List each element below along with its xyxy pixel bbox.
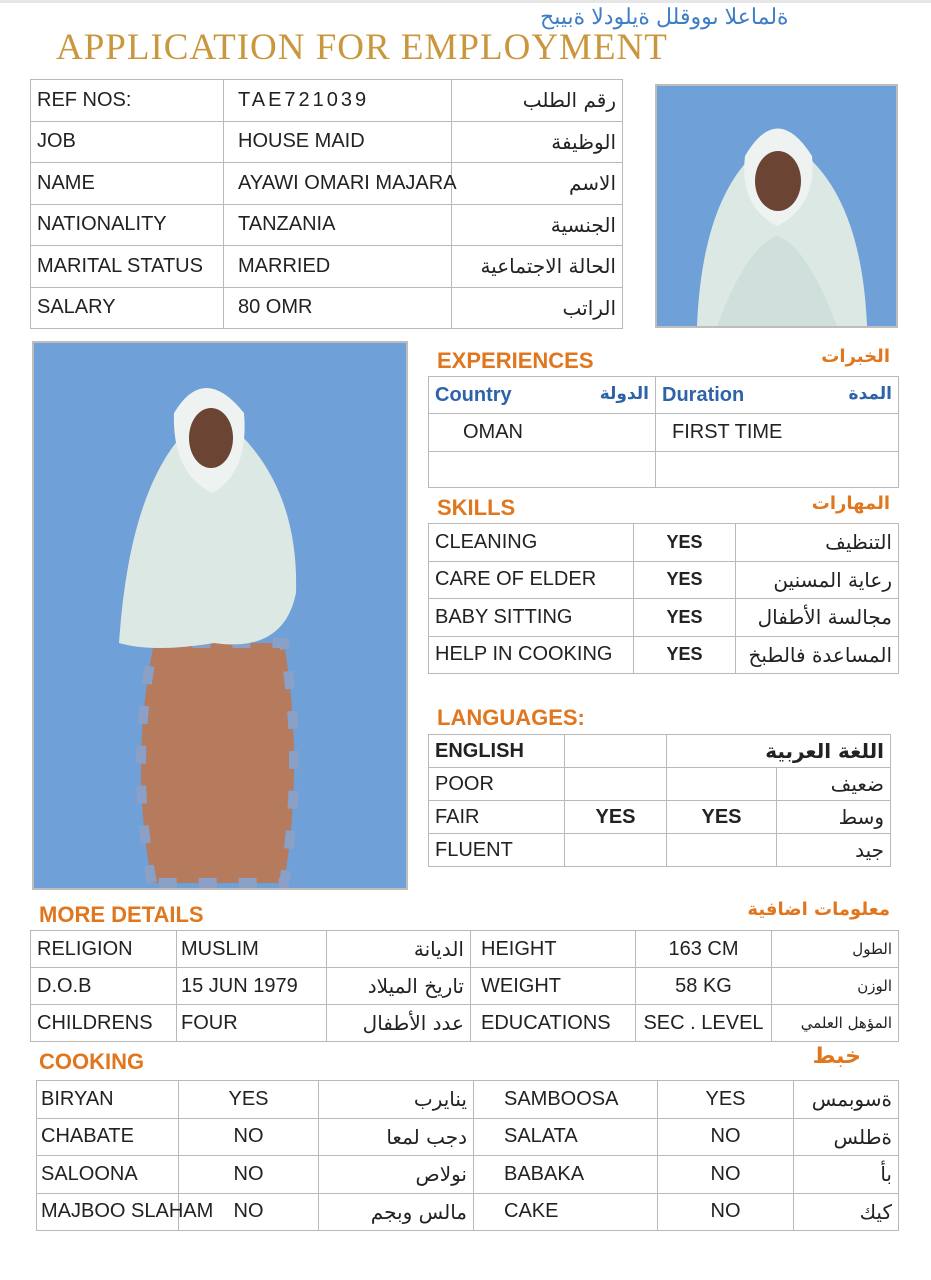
field-arabic-label: الراتب bbox=[452, 287, 623, 329]
more-details-title: MORE DETAILS bbox=[39, 902, 204, 927]
detail-arabic-label: تاريخ الميلاد bbox=[327, 968, 471, 1005]
table-row bbox=[31, 80, 623, 122]
field-label: SALARY bbox=[31, 287, 224, 329]
english-header: ENGLISH bbox=[429, 735, 565, 768]
agency-arabic-name: ةلماعلا ىووقلل ةيلودلا ةبيبح bbox=[540, 4, 789, 29]
field-value: TANZANIA bbox=[224, 204, 452, 246]
field-value: 80 OMR bbox=[224, 287, 452, 329]
dish-value: NO bbox=[658, 1156, 794, 1194]
skill-value: YES bbox=[634, 636, 736, 674]
dish-label: BIRYAN bbox=[37, 1081, 179, 1119]
field-label: NATIONALITY bbox=[31, 204, 224, 246]
detail-arabic-label: الديانة bbox=[327, 931, 471, 968]
detail-value: 58 KG bbox=[636, 968, 772, 1005]
language-level-label: FLUENT bbox=[429, 834, 565, 867]
skills-table bbox=[428, 523, 899, 674]
skill-label: CLEANING bbox=[429, 524, 634, 562]
table-row bbox=[31, 931, 899, 968]
table-row bbox=[31, 287, 623, 329]
language-level-arabic-label: ضعيف bbox=[777, 768, 891, 801]
table-row bbox=[37, 1118, 899, 1156]
table-row bbox=[37, 1081, 899, 1119]
detail-label: HEIGHT bbox=[471, 931, 636, 968]
table-row bbox=[429, 561, 899, 599]
skill-arabic-label: التنظيف bbox=[736, 524, 899, 562]
dish-label: CHABATE bbox=[37, 1118, 179, 1156]
skill-value: YES bbox=[634, 524, 736, 562]
country-header-cell bbox=[429, 377, 656, 414]
arabic-level-value: YES bbox=[667, 801, 777, 834]
english-level-value bbox=[565, 834, 667, 867]
experience-country: OMAN bbox=[429, 414, 656, 452]
duration-header-cell bbox=[656, 377, 899, 414]
duration-header: Duration bbox=[662, 383, 745, 406]
table-row bbox=[31, 204, 623, 246]
dish-arabic-label: ةسوبمس bbox=[794, 1081, 899, 1119]
skill-value: YES bbox=[634, 561, 736, 599]
detail-label: RELIGION bbox=[31, 931, 177, 968]
skill-value: YES bbox=[634, 599, 736, 637]
skill-arabic-label: رعاية المسنين bbox=[736, 561, 899, 599]
table-row bbox=[429, 636, 899, 674]
skill-arabic-label: مجالسة الأطفال bbox=[736, 599, 899, 637]
field-arabic-label: الاسم bbox=[452, 163, 623, 205]
languages-title: LANGUAGES: bbox=[437, 705, 585, 730]
skills-title: SKILLS bbox=[437, 495, 516, 520]
dish-arabic-label: كيك bbox=[794, 1193, 899, 1231]
dish-value: NO bbox=[179, 1118, 319, 1156]
field-label: NAME bbox=[31, 163, 224, 205]
more-details-arabic-title: معلومات اضافية bbox=[747, 899, 890, 920]
detail-arabic-label: عدد الأطفال bbox=[327, 1005, 471, 1042]
languages-table bbox=[428, 734, 891, 867]
detail-value: MUSLIM bbox=[177, 931, 327, 968]
table-row bbox=[429, 801, 891, 834]
table-row bbox=[31, 1005, 899, 1042]
field-arabic-label: الحالة الاجتماعية bbox=[452, 246, 623, 288]
headshot-photo bbox=[655, 84, 898, 328]
field-value: HOUSE MAID bbox=[224, 121, 452, 163]
dish-arabic-label: ينايرب bbox=[319, 1081, 474, 1119]
detail-value: FOUR bbox=[177, 1005, 327, 1042]
field-value: TAE721039 bbox=[224, 80, 452, 122]
detail-label: CHILDRENS bbox=[31, 1005, 177, 1042]
language-level-arabic-label: وسط bbox=[777, 801, 891, 834]
table-row bbox=[37, 1193, 899, 1231]
experience-duration bbox=[656, 452, 899, 488]
dish-value: NO bbox=[179, 1156, 319, 1194]
field-arabic-label: الجنسية bbox=[452, 204, 623, 246]
skills-arabic-title: المهارات bbox=[811, 493, 890, 514]
lang-header-blank bbox=[565, 735, 667, 768]
table-row bbox=[429, 768, 891, 801]
language-level-label: FAIR bbox=[429, 801, 565, 834]
dish-value: YES bbox=[179, 1081, 319, 1119]
dish-value: NO bbox=[658, 1193, 794, 1231]
top-edge bbox=[0, 0, 931, 3]
table-row bbox=[429, 599, 899, 637]
experience-duration: FIRST TIME bbox=[656, 414, 899, 452]
full-body-figure bbox=[34, 343, 406, 888]
dish-label: SAMBOOSA bbox=[474, 1081, 658, 1119]
table-row bbox=[429, 524, 899, 562]
skill-label: CARE OF ELDER bbox=[429, 561, 634, 599]
detail-label: D.O.B bbox=[31, 968, 177, 1005]
arabic-level-value bbox=[667, 834, 777, 867]
english-level-value: YES bbox=[565, 801, 667, 834]
more-details-table bbox=[30, 930, 899, 1042]
personal-info-table bbox=[30, 79, 623, 329]
table-row bbox=[31, 968, 899, 1005]
table-row bbox=[31, 163, 623, 205]
experiences-table bbox=[428, 376, 899, 488]
field-label: REF NOS: bbox=[31, 80, 224, 122]
dish-value: NO bbox=[658, 1118, 794, 1156]
table-row bbox=[31, 121, 623, 163]
experiences-title: EXPERIENCES bbox=[437, 348, 594, 373]
dish-value: YES bbox=[658, 1081, 794, 1119]
language-level-label: POOR bbox=[429, 768, 565, 801]
cooking-table bbox=[36, 1080, 899, 1231]
full-body-photo bbox=[32, 341, 408, 890]
field-arabic-label: رقم الطلب bbox=[452, 80, 623, 122]
field-label: MARITAL STATUS bbox=[31, 246, 224, 288]
dish-value: NO bbox=[179, 1193, 319, 1231]
skill-label: HELP IN COOKING bbox=[429, 636, 634, 674]
table-row bbox=[31, 246, 623, 288]
detail-label: WEIGHT bbox=[471, 968, 636, 1005]
field-label: JOB bbox=[31, 121, 224, 163]
field-arabic-label: الوظيفة bbox=[452, 121, 623, 163]
experience-country bbox=[429, 452, 656, 488]
skill-label: BABY SITTING bbox=[429, 599, 634, 637]
field-value: AYAWI OMARI MAJARA bbox=[224, 163, 452, 205]
dish-arabic-label: نولاص bbox=[319, 1156, 474, 1194]
language-level-arabic-label: جيد bbox=[777, 834, 891, 867]
country-header: Country bbox=[435, 383, 512, 406]
arabic-level-value bbox=[667, 768, 777, 801]
dish-label: MAJBOO SLAHAM bbox=[37, 1193, 179, 1231]
dish-arabic-label: دجب لمعا bbox=[319, 1118, 474, 1156]
duration-header-arabic: المدة bbox=[848, 383, 892, 404]
dish-label: SALATA bbox=[474, 1118, 658, 1156]
dish-label: BABAKA bbox=[474, 1156, 658, 1194]
detail-arabic-label: الوزن bbox=[772, 968, 899, 1005]
table-row bbox=[37, 1156, 899, 1194]
cooking-arabic-title: خبط bbox=[812, 1044, 861, 1069]
cooking-title: COOKING bbox=[39, 1049, 145, 1074]
detail-arabic-label: المؤهل العلمي bbox=[772, 1005, 899, 1042]
english-level-value bbox=[565, 768, 667, 801]
detail-value: 163 CM bbox=[636, 931, 772, 968]
headshot-figure bbox=[657, 86, 896, 326]
dish-arabic-label: مالس وبجم bbox=[319, 1193, 474, 1231]
detail-arabic-label: الطول bbox=[772, 931, 899, 968]
dish-arabic-label: بأ bbox=[794, 1156, 899, 1194]
dish-arabic-label: ةطلس bbox=[794, 1118, 899, 1156]
detail-value: 15 JUN 1979 bbox=[177, 968, 327, 1005]
country-header-arabic: الدولة bbox=[599, 383, 649, 404]
detail-label: EDUCATIONS bbox=[471, 1005, 636, 1042]
skill-arabic-label: المساعدة فالطبخ bbox=[736, 636, 899, 674]
arabic-language-header: اللغة العربية bbox=[667, 735, 891, 768]
page-title: APPLICATION FOR EMPLOYMENT bbox=[56, 27, 668, 68]
field-value: MARRIED bbox=[224, 246, 452, 288]
detail-value: SEC . LEVEL bbox=[636, 1005, 772, 1042]
dish-label: SALOONA bbox=[37, 1156, 179, 1194]
table-row bbox=[429, 834, 891, 867]
dish-label: CAKE bbox=[474, 1193, 658, 1231]
experiences-arabic-title: الخبرات bbox=[821, 346, 890, 367]
